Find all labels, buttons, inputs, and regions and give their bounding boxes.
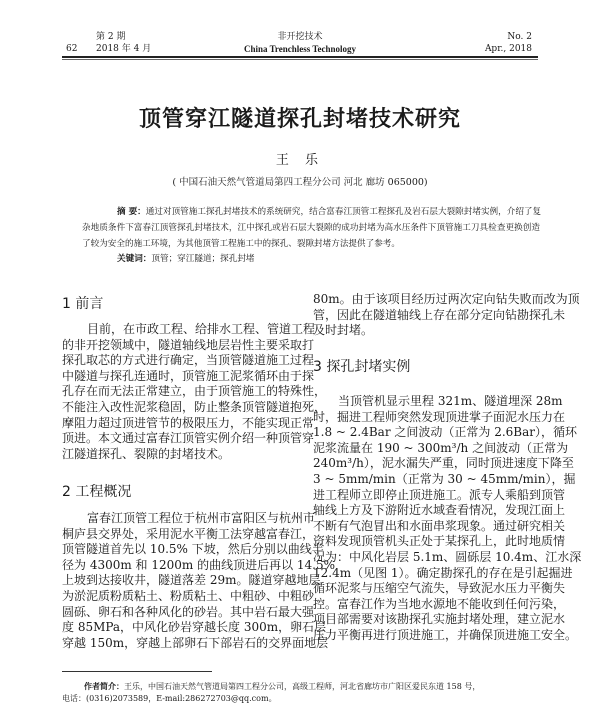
abstract-line: 了较为安全的施工环境，为其他顶管工程施工中的探孔、裂隙封堵方法提供了参考。: [82, 239, 400, 249]
text-line: 3 ~ 5mm/min（正常为 30 ~ 45mm/min），掘: [313, 471, 576, 486]
issue-number-en: No. 2: [507, 32, 532, 42]
text-line: 况为：中风化岩层 5.1m、圆砾层 10.4m、江水深: [313, 549, 582, 564]
text-line: 顶管隧道首先以 10.5% 下坡，然后分别以曲线半: [62, 542, 324, 557]
text-line: 为淤泥质粉质粘土、粉质粘土、中粗砂、中粗砂: [62, 588, 315, 603]
text-line: 顶进。本文通过富春江顶管实例介绍一种顶管穿: [62, 431, 315, 446]
abstract-label: 摘 要：: [117, 207, 146, 217]
text-line: 80m。由于该项目经历过两次定向钻失败而改为顶: [313, 292, 580, 306]
section-2-paragraph-continued: [313, 292, 580, 339]
footnote-rule: [62, 671, 212, 672]
text-line: 轴线上方及下游附近水域查看情况，发现江面上: [313, 503, 566, 518]
keywords: [117, 252, 255, 264]
text-line: 圆砾、卵石和各种风化的砂岩。其中岩石最大强: [62, 604, 315, 619]
text-line: 桐庐县交界处，采用泥水平衡工法穿越富春江，: [62, 526, 315, 541]
keywords-text: 顶管；穿江隧道；探孔封堵: [151, 254, 255, 264]
author-bio-label: 作者简介：: [84, 681, 124, 691]
header-rule-thin: [62, 59, 538, 60]
text-line: 摩阻力超过顶进管节的极限压力，不能实现正常: [62, 415, 315, 430]
text-line: 度 85MPa，中风化砂岩穿越长度 300m，卵石层: [62, 620, 327, 635]
abstract-text: 通过对顶管施工探孔封堵技术的系统研究，结合富春江顶管工程探孔及岩石层大裂隙封堵实例，介绍了复: [145, 207, 542, 217]
article-title: 顶管穿江隧道探孔封堵技术研究: [138, 107, 461, 132]
text-line: 及时封堵。: [313, 323, 374, 338]
keywords-label: 关键词：: [117, 254, 152, 264]
author-bio: [84, 681, 480, 692]
text-line: 管，因此在隧道轴线上存在部分定向钻勘探孔未: [313, 307, 566, 322]
text-line: 循环泥浆与压缩空气流失，导致泥水压力平衡失: [313, 581, 566, 596]
text-line: 目前，在市政工程、给排水工程、管道工程: [87, 322, 316, 336]
section-heading-2: 2 工程概况: [62, 484, 132, 500]
section-2-paragraph: [62, 511, 336, 651]
page-number: 62: [66, 44, 78, 54]
text-line: 项目部需要对该勘探孔实施封堵处理，建立泥水: [313, 612, 566, 627]
text-line: 1.8 ~ 2.4Bar 之间波动（正常为 2.6Bar），循环: [313, 425, 577, 440]
text-line: 富春江顶管工程位于杭州市富阳区与杭州市: [87, 511, 316, 525]
author-contact: 电话：(0316)2073589，E-mail:286272703@qq.com。: [62, 694, 277, 703]
text-line: 控。富春江作为当地水源地不能收到任何污染，: [313, 596, 566, 611]
section-heading-3: 3 探孔封堵实例: [313, 359, 411, 375]
journal-name-cn: 非开挖技术: [277, 32, 323, 42]
section-heading-1: 1 前言: [62, 296, 104, 312]
issue-number-cn: 第 2 期: [96, 32, 126, 42]
text-line: 压力平衡再进行顶进施工，并确保顶进施工安全。: [313, 627, 578, 642]
text-line: 穿越 150m，穿越上部卵石下部岩石的交界面地层: [62, 635, 329, 650]
text-line: 不能注入改性泥浆稳固，防止整条顶管隧道抱死，: [62, 399, 327, 414]
text-line: 径为 4300m 和 1200m 的曲线顶进后再以 14.5%: [62, 557, 336, 572]
text-line: 孔存在而无法正常建立，由于顶管施工的特殊性，: [62, 384, 327, 399]
issue-date-cn: 2018 年 4 月: [96, 44, 152, 54]
section-1-paragraph: [62, 322, 327, 462]
author-bio-text: 王乐，中国石油天然气管道局第四工程分公司，高级工程师，河北省廊坊市广阳区爱民东道 158 号，: [124, 682, 481, 691]
text-line: 当顶管机显示里程 321m、隧道埋深 28m: [338, 394, 563, 408]
text-line: 不断有气泡冒出和水面串浆现象。通过研究相关: [313, 518, 566, 533]
abstract-line: 杂地质条件下富春江顶管探孔封堵技术，江中探孔或岩石层大裂隙的成功封堵为高水压条件下顶管施工刀具检查更换创造: [82, 223, 540, 233]
header-rule: [62, 56, 538, 58]
article-author: 王 乐: [275, 153, 325, 168]
abstract: [82, 204, 540, 252]
text-line: 的非开挖领域中，隧道轴线地层岩性主要采取打: [62, 337, 315, 352]
author-affiliation: ( 中国石油天然气管道局第四工程分公司 河北 廊坊 065000): [172, 177, 428, 188]
text-line: 探孔取芯的方式进行确定，当顶管隧道施工过程: [62, 353, 315, 368]
text-line: 时，掘进工程师突然发现顶进掌子面泥水压力在: [313, 409, 566, 424]
text-line: 240m³/h），泥水漏失严重，同时顶进速度下降至: [313, 456, 574, 471]
text-line: 中隧道与探孔连通时，顶管施工泥浆循环由于探: [62, 368, 315, 383]
text-line: 泥浆流量在 190 ~ 300m³/h 之间波动（正常为: [313, 440, 569, 455]
issue-date-en: Apr., 2018: [484, 44, 532, 54]
section-3-paragraph: [313, 394, 582, 644]
text-line: 江隧道探孔、裂隙的封堵技术。: [62, 446, 231, 461]
text-line: 上坡到达接收井，隧道落差 29m。隧道穿越地层: [62, 573, 321, 588]
text-line: 资料发现顶管机头正处于某探孔上，此时地质情: [313, 534, 566, 549]
journal-name-en: China Trenchless Technology: [243, 44, 357, 54]
text-line: 12.4m（见图 1）。确定勘探孔的存在是引起掘进: [313, 565, 573, 580]
text-line: 进工程师立即停止顶进施工。派专人乘船到顶管: [313, 487, 566, 502]
abstract-line: [82, 204, 540, 220]
